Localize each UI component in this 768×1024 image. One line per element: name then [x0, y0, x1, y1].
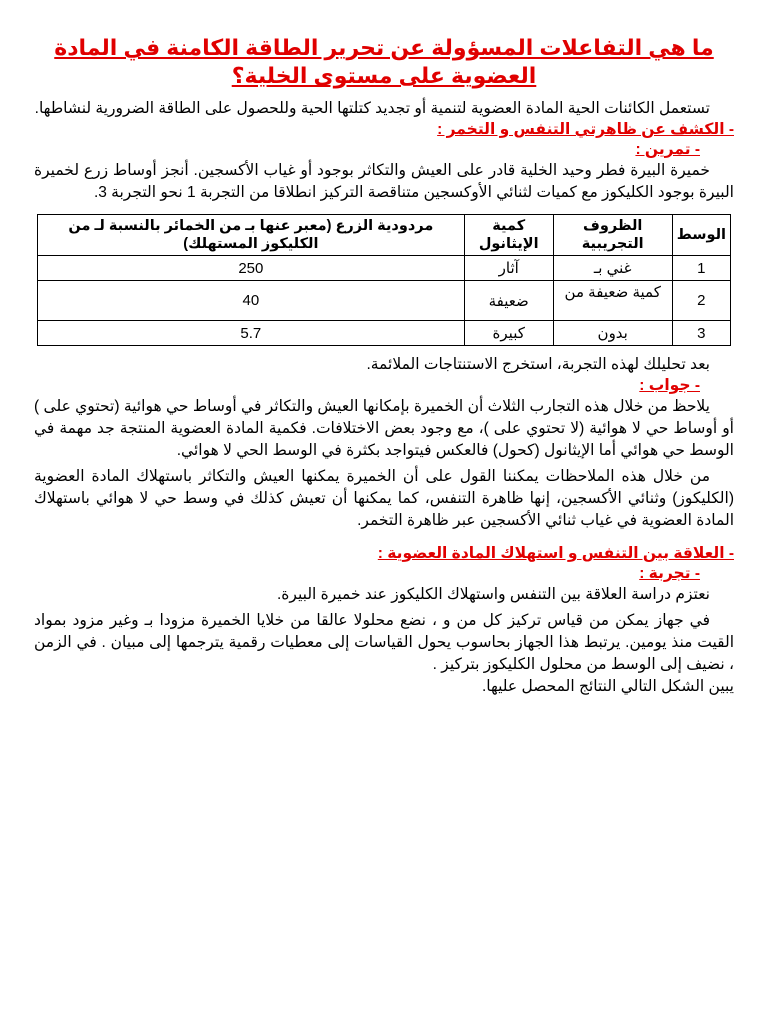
intro-paragraph: تستعمل الكائنات الحية المادة العضوية لتنمية أو تجديد كتلتها الحية وللحصول على الطاقة الضرورية لنشاطها. [34, 100, 710, 117]
answer-paragraph-1: يلاحظ من خلال هذه التجارب الثلاث أن الخميرة بإمكانها العيش والتكاثر في أوساط حي هوائية (تحتوي على ) أو أوساط حي لا هوائية (لا تحتوي على )، مع وجود بعض الاختلافات. فكمية المادة العضوية المنتجة جد مهمة في الوسط حي هوائي أما الإيثانول (كحول) فالعكس فيتواجد بكثرة في الوسط الحي لا هوائي. [34, 398, 734, 459]
answer-paragraph-2: من خلال هذه الملاحظات يمكننا القول على أن الخميرة يمكنها العيش والتكاثر باستهلاك المادة العضوية (الكليكوز) وثنائي الأكسجين، إنها ظاهرة التنفس، كما يمكنها أن تعيش كذلك في وسط حي لا هوائي باستهلاك المادة العضوية في غياب ثنائي الأكسجين عبر ظاهرة التخمر. [34, 468, 734, 529]
experiment-label: - تجربة : [639, 565, 700, 582]
cell-conditions: غني بـ [553, 256, 672, 281]
cell-yield: 5.7 [38, 321, 465, 346]
header-yield: مردودية الزرع (معبر عنها بـ من الخمائر بالنسبة لـ من الكليكوز المستهلك) [38, 215, 465, 256]
table-row [38, 321, 731, 346]
section1-heading: - الكشف عن ظاهرتي التنفس و التخمر : [437, 121, 734, 138]
table-row [38, 281, 731, 321]
cell-medium: 2 [672, 281, 730, 321]
cell-ethanol: آثار [464, 256, 553, 281]
page-title: ما هي التفاعلات المسؤولة عن تحرير الطاقة الكامنة في المادة العضوية على مستوى الخلية؟ [54, 35, 714, 88]
cell-conditions: كمية ضعيفة من [553, 281, 672, 321]
section2-heading: - العلاقة بين التنفس و استهلاك المادة العضوية : [377, 545, 734, 562]
cell-yield: 40 [38, 281, 465, 321]
experiment-protocol: في جهاز يمكن من قياس تركيز كل من و ، نضع محلولا عالقا من خلايا الخميرة مزودا بـ وغير مزود بمواد القيت منذ يومين. يرتبط هذا الجهاز بحاسوب يحول القياسات إلى معطيات رقمية يترجمها إلى مبيان . في الزمن ، نضيف إلى الوسط من محلول الكليكوز بتركيز . [34, 612, 734, 673]
experiment-results-note: يبين الشكل التالي النتائج المحصل عليها. [481, 678, 734, 695]
document-page [34, 34, 734, 698]
experiment-intro: نعتزم دراسة العلاقة بين التنفس واستهلاك الكليكوز عند خميرة البيرة. [276, 586, 710, 603]
results-table [37, 214, 731, 346]
exercise-label: - تمرين : [635, 141, 700, 158]
table-row [38, 256, 731, 281]
question-text: بعد تحليلك لهذه التجربة، استخرج الاستنتاجات الملائمة. [366, 356, 710, 373]
cell-conditions: بدون [553, 321, 672, 346]
cell-ethanol: كبيرة [464, 321, 553, 346]
exercise-text: خميرة البيرة فطر وحيد الخلية قادر على العيش والتكاثر بوجود أو غياب الأكسجين. أنجز أوساط زرع لخميرة البيرة بوجود الكليكوز مع كميات لثنائي الأوكسجين متناقصة التركيز انطلاقا من التجربة 1 نحو التجربة 3. [34, 162, 734, 201]
cell-medium: 1 [672, 256, 730, 281]
table-header-row [38, 215, 731, 256]
answer-label: - جواب : [639, 377, 700, 394]
cell-ethanol: ضعيفة [464, 281, 553, 321]
header-ethanol: كمية الإيثانول [464, 215, 553, 256]
header-conditions: الظروف التجريبية [553, 215, 672, 256]
header-medium: الوسط [672, 215, 730, 256]
cell-medium: 3 [672, 321, 730, 346]
cell-yield: 250 [38, 256, 465, 281]
